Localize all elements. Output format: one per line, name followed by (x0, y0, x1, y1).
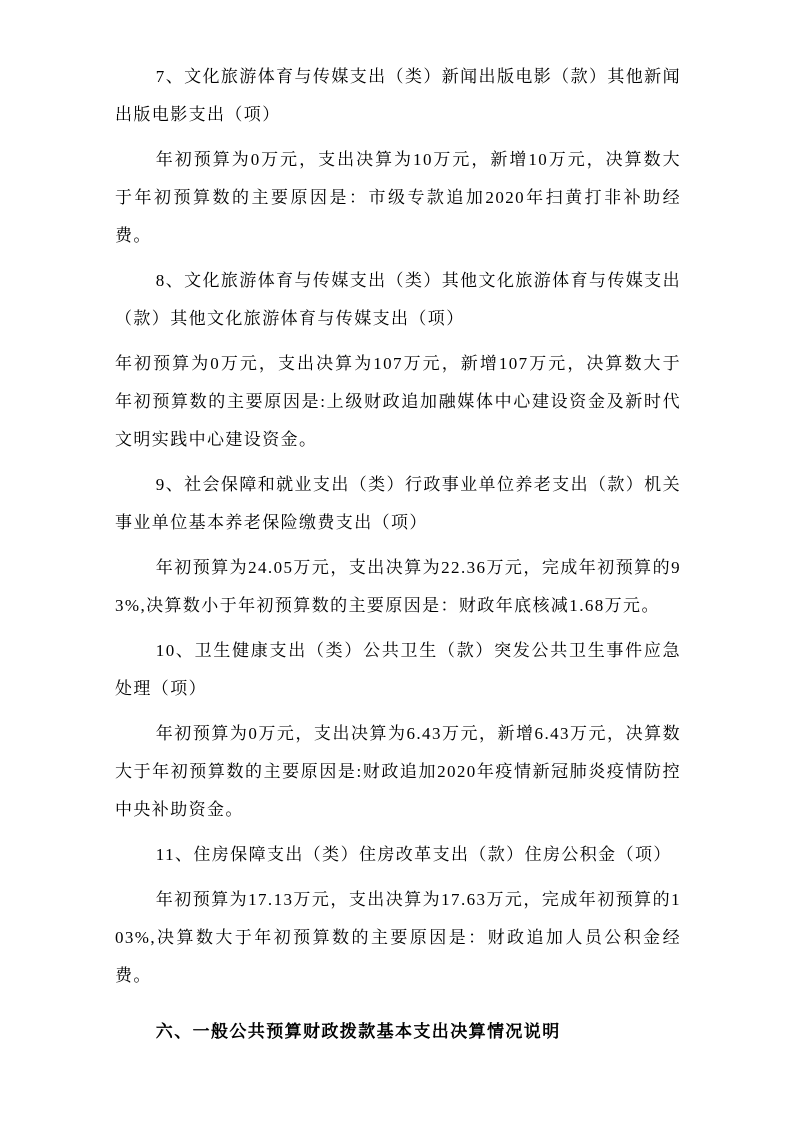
paragraph-item-10-detail: 年初预算为0万元，支出决算为6.43万元，新增6.43万元，决算数大于年初预算数的主要原因是:财政追加2020年疫情新冠肺炎疫情防控中央补助资金。 (115, 724, 681, 819)
paragraph-item-7-detail: 年初预算为0万元，支出决算为10万元，新增10万元，决算数大于年初预算数的主要原因是：市级专款追加2020年扫黄打非补助经费。 (115, 150, 681, 245)
paragraph-item-11-detail: 年初预算为17.13万元，支出决算为17.63万元，完成年初预算的103%,决算数大于年初预算数的主要原因是：财政追加人员公积金经费。 (115, 890, 681, 985)
paragraph-item-7-title: 7、文化旅游体育与传媒支出（类）新闻出版电影（款）其他新闻出版电影支出（项） (115, 67, 681, 124)
paragraph-item-11-title: 11、住房保障支出（类）住房改革支出（款）住房公积金（项） (155, 845, 672, 864)
section-heading-six: 六、一般公共预算财政拨款基本支出决算情况说明 (155, 1022, 561, 1041)
paragraph-item-8-detail: 年初预算为0万元，支出决算为107万元，新增107万元，决算数大于年初预算数的主要原因是:上级财政追加融媒体中心建设资金及新时代文明实践中心建设资金。 (115, 354, 681, 449)
paragraph-item-9-title: 9、社会保障和就业支出（类）行政事业单位养老支出（款）机关事业单位基本养老保险缴费支出（项） (115, 475, 681, 532)
paragraph-item-8-title: 8、文化旅游体育与传媒支出（类）其他文化旅游体育与传媒支出（款）其他文化旅游体育与传媒支出（项） (115, 271, 681, 328)
document-content (115, 58, 681, 1058)
paragraph-item-9-detail: 年初预算为24.05万元，支出决算为22.36万元，完成年初预算的93%,决算数小于年初预算数的主要原因是：财政年底核减1.68万元。 (115, 558, 681, 615)
paragraph-item-10-title: 10、卫生健康支出（类）公共卫生（款）突发公共卫生事件应急处理（项） (115, 641, 681, 698)
